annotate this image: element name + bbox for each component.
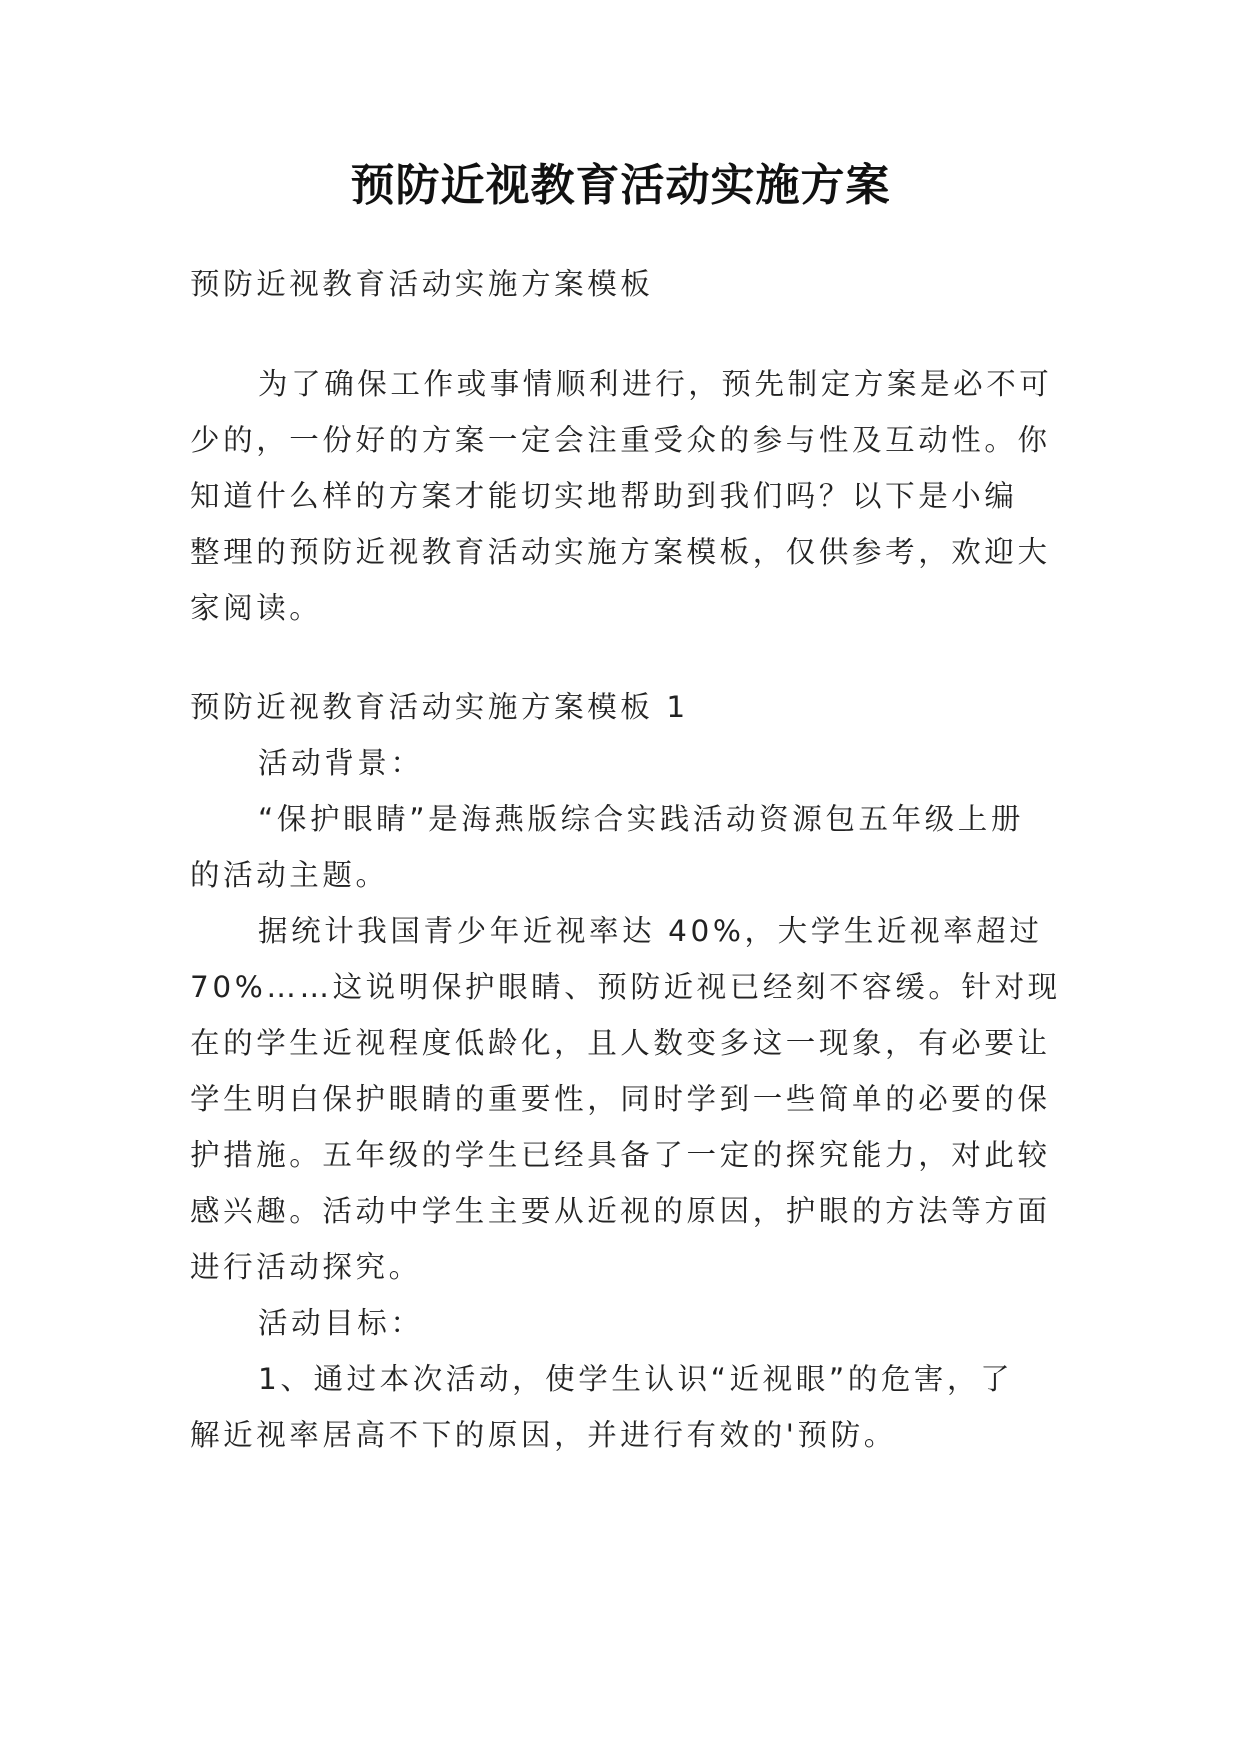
- intro-line: 整理的预防近视教育活动实施方案模板，仅供参考，欢迎大: [190, 535, 1051, 569]
- statistics-paragraph-line: 据统计我国青少年近视率达 40%，大学生近视率超过: [258, 914, 1043, 948]
- statistics-paragraph-line: 学生明白保护眼睛的重要性，同时学到一些简单的必要的保: [190, 1082, 1051, 1116]
- goal-item-line: 1、通过本次活动，使学生认识“近视眼”的危害，了: [258, 1362, 1014, 1396]
- document-title: 预防近视教育活动实施方案: [350, 160, 891, 211]
- statistics-paragraph-line: 护措施。五年级的学生已经具备了一定的探究能力，对此较: [190, 1138, 1051, 1172]
- document-subtitle: 预防近视教育活动实施方案模板: [190, 267, 654, 301]
- intro-line: 家阅读。: [190, 591, 323, 625]
- background-label: 活动背景：: [258, 746, 424, 780]
- statistics-paragraph-line: 在的学生近视程度低龄化，且人数变多这一现象，有必要让: [190, 1026, 1051, 1060]
- statistics-paragraph-line: 进行活动探究。: [190, 1250, 422, 1284]
- background-paragraph-line: 的活动主题。: [190, 858, 389, 892]
- statistics-paragraph-line: 70%……这说明保护眼睛、预防近视已经刻不容缓。针对现: [190, 970, 1061, 1004]
- goal-label: 活动目标：: [258, 1306, 424, 1340]
- section-heading: 预防近视教育活动实施方案模板 1: [190, 690, 689, 724]
- statistics-paragraph-line: 感兴趣。活动中学生主要从近视的原因，护眼的方法等方面: [190, 1194, 1051, 1228]
- intro-line: 少的，一份好的方案一定会注重受众的参与性及互动性。你: [190, 423, 1051, 457]
- background-paragraph-line: “保护眼睛”是海燕版综合实践活动资源包五年级上册: [258, 802, 1024, 836]
- intro-line: 为了确保工作或事情顺利进行，预先制定方案是必不可: [258, 367, 1053, 401]
- intro-line: 知道什么样的方案才能切实地帮助到我们吗？以下是小编: [190, 479, 1018, 513]
- goal-item-line: 解近视率居高不下的原因，并进行有效的'预防。: [190, 1418, 897, 1452]
